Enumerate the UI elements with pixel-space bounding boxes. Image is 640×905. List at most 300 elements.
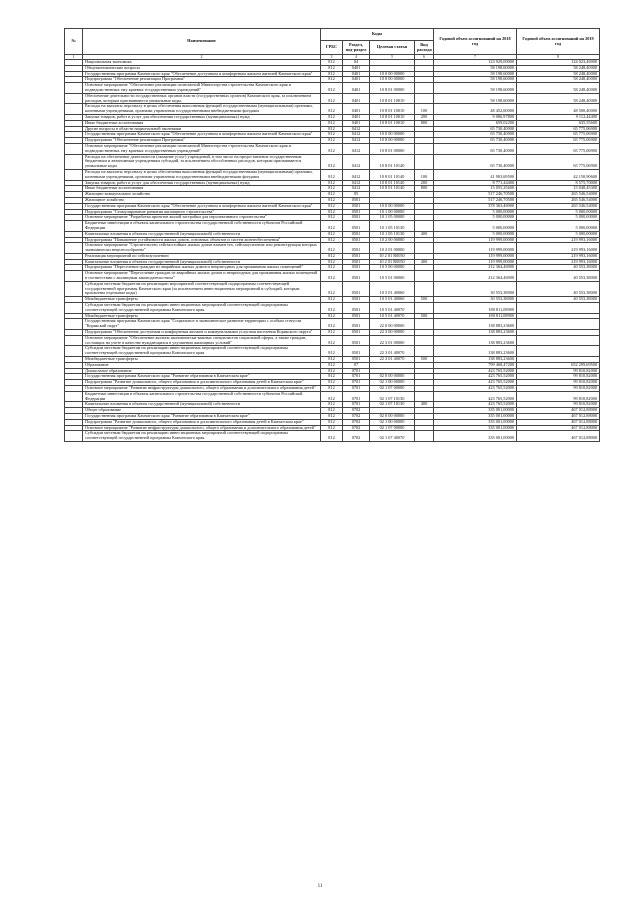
row-2019-cell: 5 000,00000 bbox=[517, 215, 600, 221]
row-section-cell: 0702 bbox=[343, 408, 370, 414]
row-name-cell: Основное мероприятие "Обеспечение реализации полномочий Министерства строительства Камчатского края и подведомственных ему краевых государственных учреждений" bbox=[83, 143, 321, 154]
row-2018-cell: 138 883,23600 bbox=[434, 330, 517, 336]
row-section-cell: 0501 bbox=[343, 357, 370, 363]
row-grbs-cell: 812 bbox=[321, 114, 343, 120]
row-2018-cell: 119 999,00000 bbox=[434, 237, 517, 243]
header-name: Наименование bbox=[83, 29, 321, 55]
row-2019-cell: 42 150,90600 bbox=[517, 169, 600, 180]
row-2019-cell: 219 993,16000 bbox=[517, 237, 600, 243]
row-expense-type-cell: 400 bbox=[415, 259, 434, 265]
row-target-cell: 10 2 01 R0050 bbox=[370, 253, 415, 259]
row-target-cell: 22 3 00 00000 bbox=[370, 330, 415, 336]
row-2019-cell: 65 775,06900 bbox=[517, 143, 600, 154]
row-grbs-cell: 812 bbox=[321, 386, 343, 392]
row-name-cell: Основное мероприятие "Разработка проектов жилой застройки для перспективного строительства" bbox=[83, 215, 321, 221]
row-2018-cell: 58 198,60000 bbox=[434, 71, 517, 77]
row-num-cell bbox=[65, 83, 83, 94]
row-2018-cell: 212 364,46900 bbox=[434, 265, 517, 271]
row-section-cell: 0501 bbox=[343, 253, 370, 259]
row-target-cell: 10 1 05 10130 bbox=[370, 221, 415, 232]
row-section-cell: 0412 bbox=[343, 132, 370, 138]
row-2018-cell: 5 000,00000 bbox=[434, 209, 517, 215]
row-section-cell: 0702 bbox=[343, 414, 370, 420]
row-name-cell: Жилищно-коммунальное хозяйство bbox=[83, 192, 321, 198]
row-expense-type-cell bbox=[415, 346, 434, 357]
row-section-cell: 0701 bbox=[343, 368, 370, 374]
row-2018-cell: 119 999,00000 bbox=[434, 259, 517, 265]
table-row bbox=[65, 93, 600, 104]
row-2019-cell: 9 112,44400 bbox=[517, 114, 600, 120]
row-name-cell: Другие вопросы в области национальной экономики bbox=[83, 126, 321, 132]
row-2019-cell: 58 248,40000 bbox=[517, 77, 600, 83]
row-name-cell: Иные бюджетные ассигнования bbox=[83, 186, 321, 192]
row-2019-cell: 467 012,88000 bbox=[517, 414, 600, 420]
row-section-cell: 0401 bbox=[343, 120, 370, 126]
row-grbs-cell: 812 bbox=[321, 192, 343, 198]
row-num-cell bbox=[65, 143, 83, 154]
column-index-cell: 1 bbox=[65, 55, 83, 60]
row-grbs-cell: 812 bbox=[321, 253, 343, 259]
row-2018-cell: 423 765,52000 bbox=[434, 402, 517, 408]
row-section-cell: 0501 bbox=[343, 281, 370, 296]
row-num-cell bbox=[65, 169, 83, 180]
row-2019-cell: 40 553,38000 bbox=[517, 281, 600, 296]
row-target-cell: 22 3 01 40070 bbox=[370, 357, 415, 363]
row-target-cell: 10 5 01 40070 bbox=[370, 313, 415, 319]
row-target-cell: 10 8 01 10010 bbox=[370, 104, 415, 115]
row-2018-cell: 15 055,25600 bbox=[434, 186, 517, 192]
row-2018-cell: 41 903,69500 bbox=[434, 169, 517, 180]
row-2018-cell: 138 883,23600 bbox=[434, 319, 517, 330]
row-num-cell bbox=[65, 271, 83, 282]
row-grbs-cell: 812 bbox=[321, 143, 343, 154]
row-2019-cell: 265 546,54000 bbox=[517, 197, 600, 203]
row-expense-type-cell bbox=[415, 93, 434, 104]
row-target-cell: 22 3 01 40070 bbox=[370, 346, 415, 357]
row-target-cell: 10 5 01 00000 bbox=[370, 271, 415, 282]
row-name-cell: Государственная программа Камчатского края "Обеспечение доступным и комфортным жильем жителей Камчатского края" bbox=[83, 71, 321, 77]
column-index-cell: 8 bbox=[517, 55, 600, 60]
row-name-cell: Подпрограмма "Обеспечение реализации Программы" bbox=[83, 77, 321, 83]
row-2018-cell: 423 765,52000 bbox=[434, 368, 517, 374]
row-section-cell: 0401 bbox=[343, 93, 370, 104]
row-2019-cell: 65 775,06900 bbox=[517, 126, 600, 132]
row-name-cell: Обеспечение деятельности государственных органов власти (государственных органов) Камчатского края, за исключением расходов, которым присваиваются уникальные коды. bbox=[83, 93, 321, 104]
row-grbs-cell: 812 bbox=[321, 197, 343, 203]
row-2018-cell: 65 730,40000 bbox=[434, 126, 517, 132]
row-2018-cell: 517 246,70500 bbox=[434, 197, 517, 203]
row-grbs-cell: 812 bbox=[321, 243, 343, 254]
row-2019-cell: 58 248,40000 bbox=[517, 83, 600, 94]
row-2018-cell: 58 198,60000 bbox=[434, 65, 517, 71]
row-2018-cell: 423 765,52000 bbox=[434, 386, 517, 392]
row-target-cell: 02 1 07 40070 bbox=[370, 431, 415, 442]
table-row bbox=[65, 281, 600, 296]
row-2019-cell: 48 500,40000 bbox=[517, 104, 600, 115]
row-2018-cell: 335 001,00000 bbox=[434, 414, 517, 420]
table-row bbox=[65, 319, 600, 330]
row-grbs-cell: 812 bbox=[321, 303, 343, 314]
row-section-cell: 0401 bbox=[343, 83, 370, 94]
row-section-cell: 0501 bbox=[343, 297, 370, 303]
row-section-cell: 0702 bbox=[343, 431, 370, 442]
row-expense-type-cell: 400 bbox=[415, 231, 434, 237]
row-2019-cell: 219 993,16000 bbox=[517, 243, 600, 254]
row-2019-cell: 5 000,00000 bbox=[517, 209, 600, 215]
row-2019-cell: 467 012,88000 bbox=[517, 419, 600, 425]
row-expense-type-cell: 200 bbox=[415, 114, 434, 120]
row-2018-cell: 65 730,40000 bbox=[434, 143, 517, 154]
row-name-cell: Реализация мероприятий по сейсмоусилению bbox=[83, 253, 321, 259]
column-index-cell: 6 bbox=[415, 55, 434, 60]
row-target-cell: 10 8 01 10140 bbox=[370, 169, 415, 180]
row-section-cell: 0501 bbox=[343, 231, 370, 237]
budget-table-sheet bbox=[64, 28, 599, 442]
row-2019-cell: 467 012,88000 bbox=[517, 431, 600, 442]
row-2019-cell: 652 299,69500 bbox=[517, 362, 600, 368]
row-name-cell: Субсидии местным бюджетам на реализацию мероприятий соответствующей подпрограммы соответствующей государственной программы Камчатского края (за исключением инвестиционных мероприятий и субсидий, которым присвоены отдельные коды) bbox=[83, 281, 321, 296]
row-2018-cell: 335 001,00000 bbox=[434, 431, 517, 442]
row-2019-cell: 635,55600 bbox=[517, 120, 600, 126]
row-section-cell: 0501 bbox=[343, 203, 370, 209]
row-2018-cell: 5 000,00000 bbox=[434, 221, 517, 232]
budget-table bbox=[64, 28, 600, 442]
row-expense-type-cell: 500 bbox=[415, 313, 434, 319]
row-name-cell: Закупка товаров, работ и услуг для обеспечения государственных (муниципальных) нужд bbox=[83, 114, 321, 120]
row-name-cell: Жилищное хозяйство bbox=[83, 197, 321, 203]
row-2018-cell: 517 246,70500 bbox=[434, 192, 517, 198]
row-section-cell: 0501 bbox=[343, 209, 370, 215]
row-grbs-cell: 812 bbox=[321, 209, 343, 215]
row-2018-cell: 423 765,52000 bbox=[434, 380, 517, 386]
row-2019-cell: 99 810,82000 bbox=[517, 391, 600, 402]
row-num-cell bbox=[65, 93, 83, 104]
row-grbs-cell: 812 bbox=[321, 77, 343, 83]
page-number: 11 bbox=[317, 884, 323, 889]
row-section-cell: 0701 bbox=[343, 374, 370, 380]
row-2018-cell: 48 452,60000 bbox=[434, 104, 517, 115]
row-2019-cell: 58 248,40000 bbox=[517, 93, 600, 104]
row-section-cell: 0412 bbox=[343, 154, 370, 169]
row-section-cell: 0501 bbox=[343, 330, 370, 336]
row-2018-cell: 423 765,52000 bbox=[434, 374, 517, 380]
row-section-cell: 0701 bbox=[343, 391, 370, 402]
column-index-cell: 2 bbox=[83, 55, 321, 60]
row-name-cell: Основное мероприятие "Строительство сейсмостойких жилых домов взамен тех, сейсмоусиление или реконструкция которых экономически нецелесообразны" bbox=[83, 243, 321, 254]
row-2019-cell bbox=[517, 335, 600, 346]
row-name-cell: Национальная экономика bbox=[83, 60, 321, 66]
row-2019-cell: 58 248,40000 bbox=[517, 65, 600, 71]
row-expense-type-cell bbox=[415, 243, 434, 254]
column-index-cell: 7 bbox=[434, 55, 517, 60]
row-expense-type-cell: 400 bbox=[415, 402, 434, 408]
row-section-cell: 0701 bbox=[343, 380, 370, 386]
header-section: Раздел, под-раздел bbox=[343, 41, 370, 55]
header-2018: Годовой объем ассигнований на 2018 год bbox=[434, 29, 517, 55]
row-target-cell: 10 5 00 00000 bbox=[370, 265, 415, 271]
row-target-cell: 10 1 05 00000 bbox=[370, 215, 415, 221]
row-expense-type-cell: 500 bbox=[415, 297, 434, 303]
row-expense-type-cell bbox=[415, 271, 434, 282]
row-2018-cell: 30 553,38000 bbox=[434, 297, 517, 303]
row-2019-cell: 467 012,88000 bbox=[517, 408, 600, 414]
row-target-cell: 10 2 00 00000 bbox=[370, 237, 415, 243]
row-grbs-cell: 812 bbox=[321, 154, 343, 169]
row-section-cell: 0501 bbox=[343, 197, 370, 203]
row-2019-cell: 5 000,00000 bbox=[517, 231, 600, 237]
row-grbs-cell: 812 bbox=[321, 431, 343, 442]
row-name-cell: Субсидии местным бюджетам на реализацию инвестиционных мероприятий соответствующей подпрограммы соответствующей государственной программы Камчатского края bbox=[83, 431, 321, 442]
table-row bbox=[65, 431, 600, 442]
row-grbs-cell: 812 bbox=[321, 265, 343, 271]
row-2018-cell: 65 730,40000 bbox=[434, 138, 517, 144]
table-body bbox=[65, 60, 600, 442]
row-section-cell: 0412 bbox=[343, 126, 370, 132]
table-row bbox=[65, 335, 600, 346]
header-num: № bbox=[65, 29, 83, 55]
row-section-cell: 0501 bbox=[343, 346, 370, 357]
row-section-cell: 0501 bbox=[343, 237, 370, 243]
row-num-cell bbox=[65, 335, 83, 346]
row-grbs-cell: 812 bbox=[321, 391, 343, 402]
row-name-cell: Капитальные вложения в объекты государственной (муниципальной) собственности bbox=[83, 259, 321, 265]
row-grbs-cell: 812 bbox=[321, 71, 343, 77]
row-name-cell: Основное мероприятие "Обеспечение жильем экономически-важных специалистов социальной сферы, а также граждан, состоящих на учете в качестве нуждающихся в улучшении жилищных условий" bbox=[83, 335, 321, 346]
row-2018-cell: 212 364,46900 bbox=[434, 271, 517, 282]
row-expense-type-cell bbox=[415, 154, 434, 169]
row-name-cell: Расходы на выплаты персоналу в целях обеспечения выполнения функций государственными (муниципальными) органами, казенными учреждениями, органами управления государственными внебюджетными фондами bbox=[83, 104, 321, 115]
row-section-cell: 0501 bbox=[343, 303, 370, 314]
row-2019-cell: 40 553,38000 bbox=[517, 265, 600, 271]
row-grbs-cell: 812 bbox=[321, 368, 343, 374]
row-2019-cell: 40 553,38000 bbox=[517, 297, 600, 303]
row-2018-cell: 9 086,97800 bbox=[434, 114, 517, 120]
row-name-cell: Государственная программа Камчатского края "Развитие образования в Камчатском крае" bbox=[83, 374, 321, 380]
row-target-cell: 02 1 07 00000 bbox=[370, 425, 415, 431]
header-expense-type: Вид расхода bbox=[415, 41, 434, 55]
row-section-cell: 0401 bbox=[343, 65, 370, 71]
row-grbs-cell: 812 bbox=[321, 215, 343, 221]
row-grbs-cell: 812 bbox=[321, 221, 343, 232]
row-target-cell: 10 8 01 10140 bbox=[370, 186, 415, 192]
row-target-cell: 10 5 01 40070 bbox=[370, 303, 415, 314]
row-grbs-cell: 812 bbox=[321, 120, 343, 126]
row-section-cell: 0412 bbox=[343, 186, 370, 192]
row-target-cell: 10 8 01 10010 bbox=[370, 120, 415, 126]
row-grbs-cell: 812 bbox=[321, 65, 343, 71]
row-2019-cell: 99 810,82000 bbox=[517, 374, 600, 380]
row-2018-cell: 119 999,00000 bbox=[434, 243, 517, 254]
row-target-cell: 02 1 07 00000 bbox=[370, 386, 415, 392]
column-index-cell: 5 bbox=[370, 55, 415, 60]
row-expense-type-cell: 500 bbox=[415, 357, 434, 363]
row-2018-cell: 58 198,60000 bbox=[434, 93, 517, 104]
row-target-cell: 10 8 00 00000 bbox=[370, 77, 415, 83]
row-target-cell: 10 8 01 10010 bbox=[370, 93, 415, 104]
row-expense-type-cell: 100 bbox=[415, 104, 434, 115]
row-name-cell: Закупка товаров, работ и услуг для обеспечения государственных (муниципальных) нужд bbox=[83, 180, 321, 186]
row-section-cell: 0401 bbox=[343, 104, 370, 115]
row-grbs-cell: 812 bbox=[321, 414, 343, 420]
row-target-cell: 10 8 01 00000 bbox=[370, 143, 415, 154]
row-2018-cell: 180 811,08900 bbox=[434, 313, 517, 319]
row-target-cell: 10 8 01 10140 bbox=[370, 180, 415, 186]
row-expense-type-cell bbox=[415, 281, 434, 296]
row-grbs-cell: 812 bbox=[321, 362, 343, 368]
row-2019-cell: 265 546,54000 bbox=[517, 203, 600, 209]
row-name-cell: Образование bbox=[83, 362, 321, 368]
row-name-cell: Подпрограмма "Повышение устойчивости жилых домов, основных объектов и систем жизнеобеспечения" bbox=[83, 237, 321, 243]
table-row bbox=[65, 143, 600, 154]
row-2018-cell: 378 363,46900 bbox=[434, 203, 517, 209]
row-2019-cell: 65 775,06900 bbox=[517, 154, 600, 169]
row-grbs-cell: 812 bbox=[321, 203, 343, 209]
row-grbs-cell: 812 bbox=[321, 335, 343, 346]
row-section-cell: 0412 bbox=[343, 169, 370, 180]
row-target-cell: 10 0 00 00000 bbox=[370, 132, 415, 138]
row-name-cell: Общеэкономические вопросы bbox=[83, 65, 321, 71]
row-2019-cell: 219 993,16000 bbox=[517, 253, 600, 259]
row-expense-type-cell bbox=[415, 391, 434, 402]
row-2019-cell: 15 048,45300 bbox=[517, 186, 600, 192]
row-grbs-cell: 812 bbox=[321, 138, 343, 144]
row-num-cell bbox=[65, 243, 83, 254]
row-name-cell: Бюджетные инвестиции в объекты капитального строительства государственной собственности субъектов Российской Федерации bbox=[83, 391, 321, 402]
row-2018-cell: 799 468,47200 bbox=[434, 362, 517, 368]
row-target-cell: 02 1 07 10130 bbox=[370, 391, 415, 402]
row-grbs-cell: 812 bbox=[321, 104, 343, 115]
table-row bbox=[65, 83, 600, 94]
row-2018-cell: 5 000,00000 bbox=[434, 215, 517, 221]
row-2018-cell: 58 198,60000 bbox=[434, 77, 517, 83]
row-name-cell: Государственная программа Камчатского края "Развитие образования в Камчатском крае" bbox=[83, 414, 321, 420]
row-section-cell: 0702 bbox=[343, 425, 370, 431]
row-target-cell: 02 0 00 00000 bbox=[370, 374, 415, 380]
row-section-cell: 05 bbox=[343, 192, 370, 198]
table-row bbox=[65, 104, 600, 115]
row-section-cell: 0501 bbox=[343, 335, 370, 346]
row-target-cell: 10 2 01 00000 bbox=[370, 243, 415, 254]
row-grbs-cell: 812 bbox=[321, 169, 343, 180]
table-row bbox=[65, 169, 600, 180]
row-name-cell: Подпрограмма "Развитие дошкольного, общего образования и дополнительного образования детей в Камчатском крае" bbox=[83, 419, 321, 425]
row-expense-type-cell: 200 bbox=[415, 180, 434, 186]
row-num-cell bbox=[65, 221, 83, 232]
row-target-cell: 10 1 05 10130 bbox=[370, 231, 415, 237]
row-expense-type-cell bbox=[415, 83, 434, 94]
row-expense-type-cell bbox=[415, 335, 434, 346]
row-2019-cell: 265 546,54000 bbox=[517, 192, 600, 198]
row-grbs-cell: 812 bbox=[321, 425, 343, 431]
row-grbs-cell: 812 bbox=[321, 281, 343, 296]
row-name-cell: Субсидии местным бюджетам на реализацию инвестиционных мероприятий соответствующей подпрограммы соответствующей государственной программы Камчатского края bbox=[83, 346, 321, 357]
row-target-cell: 02 1 07 10130 bbox=[370, 402, 415, 408]
row-2019-cell: 8 575,70000 bbox=[517, 180, 600, 186]
row-2019-cell: 99 810,82000 bbox=[517, 386, 600, 392]
row-grbs-cell: 812 bbox=[321, 231, 343, 237]
row-name-cell: Капитальные вложения в объекты государственной (муниципальной) собственности bbox=[83, 402, 321, 408]
table-row bbox=[65, 154, 600, 169]
row-section-cell: 0701 bbox=[343, 402, 370, 408]
row-section-cell: 0501 bbox=[343, 319, 370, 330]
row-num-cell bbox=[65, 391, 83, 402]
row-name-cell: Расходы на обеспечение деятельности (оказание услуг) учреждений, в том числе на предоставление государственным бюджетным и автономным учреждениям субсидий, за исключением обособленных расходов, которым присваиваются уникальные коды bbox=[83, 154, 321, 169]
row-num-cell bbox=[65, 303, 83, 314]
row-target-cell: 10 1 00 00000 bbox=[370, 209, 415, 215]
row-grbs-cell: 812 bbox=[321, 132, 343, 138]
row-2019-cell: 40 553,38000 bbox=[517, 271, 600, 282]
row-grbs-cell: 812 bbox=[321, 93, 343, 104]
row-grbs-cell: 812 bbox=[321, 402, 343, 408]
row-2018-cell: 65 730,40000 bbox=[434, 132, 517, 138]
row-2019-cell: 219 993,16000 bbox=[517, 259, 600, 265]
row-section-cell: 0501 bbox=[343, 265, 370, 271]
row-name-cell: Иные бюджетные ассигнования bbox=[83, 120, 321, 126]
row-2018-cell: 335 001,00000 bbox=[434, 419, 517, 425]
row-2019-cell bbox=[517, 319, 600, 330]
row-grbs-cell: 812 bbox=[321, 374, 343, 380]
row-2018-cell: 5 000,00000 bbox=[434, 231, 517, 237]
row-expense-type-cell bbox=[415, 143, 434, 154]
header-grbs: ГРБС bbox=[321, 41, 343, 55]
row-grbs-cell: 812 bbox=[321, 83, 343, 94]
row-name-cell: Основное мероприятие "Развитие инфраструктуры дошкольного, общего образования и дополнительного образования детей" bbox=[83, 425, 321, 431]
row-expense-type-cell: 100 bbox=[415, 169, 434, 180]
row-name-cell: Бюджетные инвестиции в объекты капитального строительства государственной собственности субъектов Российской Федерации bbox=[83, 221, 321, 232]
row-grbs-cell: 812 bbox=[321, 380, 343, 386]
row-2018-cell: 65 730,40000 bbox=[434, 154, 517, 169]
row-target-cell: 10 0 00 00000 bbox=[370, 71, 415, 77]
table-row bbox=[65, 271, 600, 282]
row-2019-cell: 65 775,06900 bbox=[517, 138, 600, 144]
row-2018-cell: 138 883,23600 bbox=[434, 357, 517, 363]
row-name-cell: Подпрограмма "Обеспечение реализации Программы" bbox=[83, 138, 321, 144]
row-target-cell: 22 3 01 00000 bbox=[370, 335, 415, 346]
column-index-cell: 4 bbox=[343, 55, 370, 60]
row-name-cell: Общее образование bbox=[83, 408, 321, 414]
row-grbs-cell: 812 bbox=[321, 126, 343, 132]
row-2018-cell: 335 001,00000 bbox=[434, 408, 517, 414]
row-name-cell: Дошкольное образование bbox=[83, 368, 321, 374]
row-name-cell: Государственная программа Камчатского края "Обеспечение доступным и комфортным жильем жителей Камчатского края" bbox=[83, 203, 321, 209]
row-expense-type-cell: 800 bbox=[415, 186, 434, 192]
row-target-cell: 02 1 00 00000 bbox=[370, 419, 415, 425]
row-name-cell: Основное мероприятие "Обеспечение реализации полномочий Министерства строительства Камчатского края и подведомственных ему краевых государственных учреждений" bbox=[83, 83, 321, 94]
row-2019-cell: 99 810,82000 bbox=[517, 380, 600, 386]
row-target-cell: 10 8 01 10140 bbox=[370, 154, 415, 169]
table-row bbox=[65, 346, 600, 357]
row-grbs-cell: 812 bbox=[321, 419, 343, 425]
row-target-cell: 22 0 00 00000 bbox=[370, 319, 415, 330]
row-2019-cell: 124 023,46900 bbox=[517, 60, 600, 66]
row-name-cell: Субсидии местным бюджетам на реализацию инвестиционных мероприятий соответствующей подпрограммы соответствующей государственной программы Камчатского края bbox=[83, 303, 321, 314]
row-section-cell: 0412 bbox=[343, 143, 370, 154]
row-num-cell bbox=[65, 319, 83, 330]
row-2018-cell: 180 811,08900 bbox=[434, 303, 517, 314]
row-2019-cell: 58 248,40000 bbox=[517, 71, 600, 77]
row-name-cell: Подпрограмма "Обеспечение доступным и комфортным жильем и коммунальными услугами населения Корякского округа" bbox=[83, 330, 321, 336]
row-expense-type-cell bbox=[415, 319, 434, 330]
header-2019: Годовой объем ассигнований на 2019 год bbox=[517, 29, 600, 55]
row-num-cell bbox=[65, 104, 83, 115]
row-name-cell: Подпрограмма "Развитие дошкольного, общего образования и дополнительного образования детей в Камчатском крае" bbox=[83, 380, 321, 386]
row-target-cell: 10 2 01 R0050 bbox=[370, 259, 415, 265]
row-section-cell: 0401 bbox=[343, 77, 370, 83]
row-grbs-cell: 812 bbox=[321, 180, 343, 186]
row-grbs-cell: 812 bbox=[321, 319, 343, 330]
row-grbs-cell: 812 bbox=[321, 259, 343, 265]
row-section-cell: 0501 bbox=[343, 215, 370, 221]
